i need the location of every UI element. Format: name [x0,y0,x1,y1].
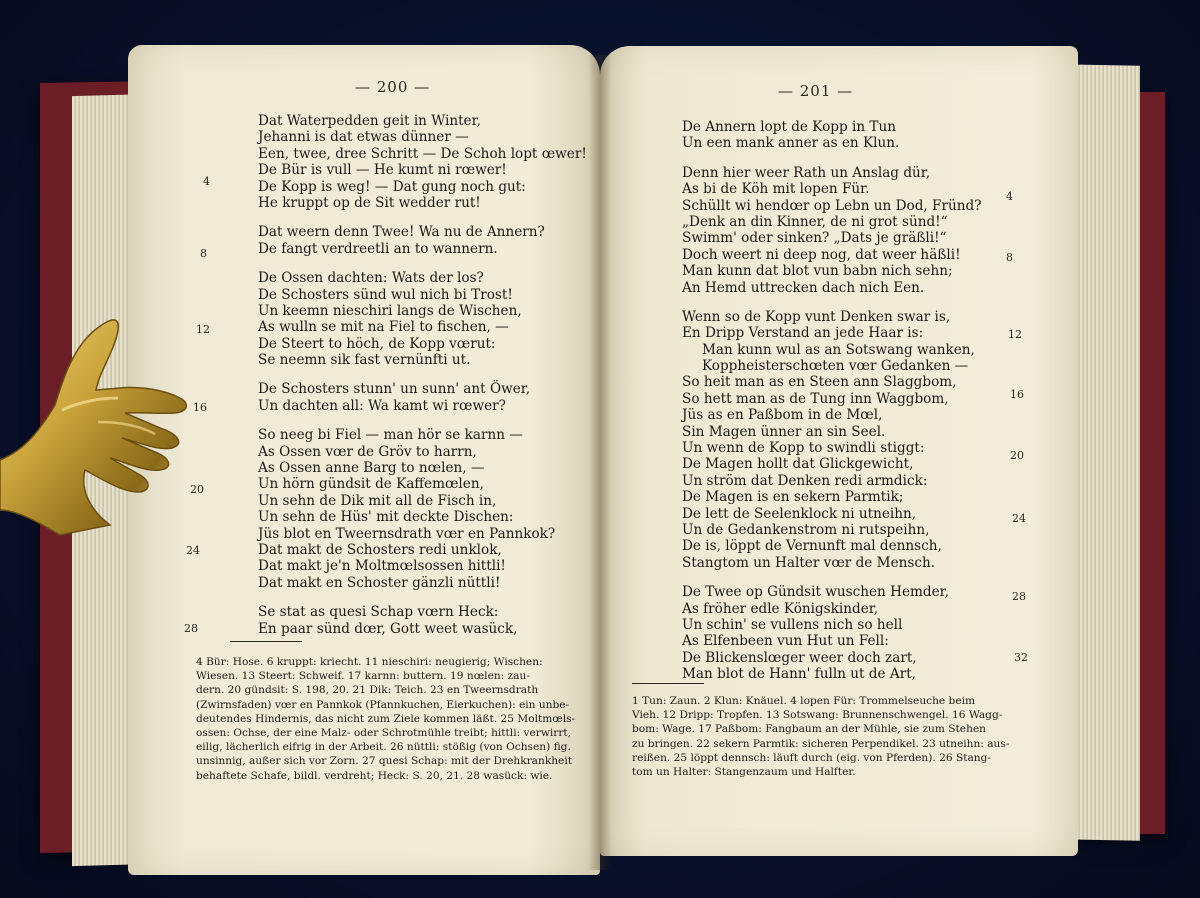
verse-line: De Magen hollt dat Glickgewicht, [682,456,914,473]
verse-line: De Kopp is weg! — Dat gung noch gut: [258,178,526,195]
verse-line: De Bür is vull — He kumt ni rœwer! [258,162,507,179]
footnote-line: ossen: Ochse, der eine Malz- oder Schrotmühle treibt; hittli: verwirrt, [196,727,572,740]
line-number: 24 [1012,512,1026,525]
verse-line: De Annern lopt de Kopp in Tun [682,119,896,135]
verse-line: Un de Gedankenstrom ni rutspeihn, [682,521,930,538]
footnote-line: 1 Tun: Zaun. 2 Klun: Knäuel. 4 lopen Für: Trommelseuche beim [632,695,976,707]
line-number: 12 [196,323,210,336]
verse-line: So neeg bi Fiel — man hör se karnn — [258,427,523,444]
verse-line: So heit man as en Steen ann Slaggbom, [682,374,957,391]
line-number: 24 [186,544,200,557]
footnote-line: Vieh. 12 Dripp: Tropfen. 13 Sotswang: Brunnenschwengel. 16 Wagg- [632,709,1003,722]
verse-line: De Twee op Gündsit wuschen Hemder, [682,584,949,601]
verse-line: Dat makt de Schosters redi unklok, [258,541,502,558]
verse-line: De Steert to höch, de Kopp vœrut: [258,335,496,352]
line-number: 8 [1006,251,1013,264]
verse-line: As Ossen vœr de Gröv to harrn, [258,443,477,460]
line-number: 4 [1006,190,1013,203]
verse-line: De lett de Seelenklock ni utneihn, [682,505,917,522]
right-verse [682,119,981,683]
page-number-left: — 200 — [355,78,431,96]
verse-line: Swimm' oder sinken? „Dats je gräßli!“ [682,230,947,247]
line-number: 20 [190,483,204,496]
right-footnotes [632,694,1009,779]
verse-line: As Elfenbeen vun Hut un Fell: [682,633,889,650]
verse-line: „Denk an din Kinner, de ni grot sünd!“ [682,213,948,230]
line-number: 32 [1014,651,1028,664]
footnote-line: tom un Halter: Stangenzaum und Halfter. [632,766,856,779]
footnote-line: unsinnig, außer sich vor Zorn. 27 quesi Schap: mit der Drehkrankheit [196,755,572,768]
footnote-line: eilig, lächerlich eifrig in der Arbeit. 26 nüttli: stößig (von Ochsen) fig. [196,741,571,754]
verse-line: De is, löppt de Vernunft mal dennsch, [682,538,942,555]
verse-line: An Hemd uttrecken dach nich Een. [682,279,925,296]
verse-line: De Blickenslœger weer doch zart, [682,649,917,666]
verse-line: Un een mank anner as en Klun. [682,135,900,152]
line-number: 28 [1012,590,1026,603]
verse-line: De Schosters sünd wul nich bi Trost! [258,286,513,303]
verse-line: As Ossen anne Barg to nœlen, — [258,460,485,477]
verse-line: Dat weern denn Twee! Wa nu de Annern? [258,224,545,241]
footnote-line: behaftete Schafe, bildl. verdreht; Heck: S. 20, 21. 28 wasück: wie. [196,769,553,782]
verse-line: En paar sünd dœr, Gott weet wasück, [258,620,518,637]
verse-line: As fröher edle Königskinder, [682,600,879,617]
verse-line: De fangt verdreetli an to wannern. [258,240,498,257]
verse-line: Man kunn wul as an Sotswang wanken, [702,341,975,358]
verse-line: Dat makt je'n Moltmœlsossen hittli! [258,558,506,575]
verse-line: Man kunn dat blot vun babn nich sehn; [682,263,953,280]
footnote-rule [230,641,302,642]
verse-line: Un schin' se vullens nich so hell [682,616,903,633]
footnote-line: dern. 20 gündsit: S. 198, 20. 21 Dik: Teich. 23 en Tweernsdrath [196,684,539,697]
verse-line: Un sehn de Dik mit all de Fisch in, [258,492,497,509]
line-number: 12 [1008,328,1022,341]
left-verse [258,113,587,637]
verse-line: Un hörn gündsit de Kaffemœlen, [258,476,484,493]
line-number: 4 [203,175,210,188]
verse-line: Denn hier weer Rath un Anslag dür, [682,164,931,181]
footnote-line: bom: Wage. 17 Paßbom: Fangbaum an der Mühle, sie zum Stehen [632,723,986,736]
verse-line: Un ström dat Denken redi armdick: [682,472,928,489]
verse-line: As wulln se mit na Fiel to fischen, — [258,319,509,336]
verse-line: Un dachten all: Wa kamt wi rœwer? [258,397,506,414]
footnote-line: (Zwirnsfaden) vœr en Pannkok (Pfannkuchen, Eierkuchen): ein unbe- [196,698,570,711]
verse-line: Sin Magen ünner an sin Seel. [682,423,886,440]
footnote-line: deutendes Hindernis, das nicht zum Ziele kommen läßt. 25 Moltmœls- [196,712,576,725]
verse-line: Doch weert ni deep nog, dat weer häßli! [682,246,961,263]
verse-line: Jüs blot en Tweernsdrath vœr en Pannkok? [258,525,556,542]
right-page [600,46,1078,856]
verse-line: Schüllt wi hendœr op Lebn un Dod, Fründ? [682,197,982,214]
book-gutter [588,55,612,870]
verse-line: De Schosters stunn' un sunn' ant Öwer, [258,381,531,398]
line-number: 8 [200,247,207,260]
line-number: 20 [1010,449,1024,462]
line-number: 28 [184,622,198,635]
verse-line: Dat Waterpedden geit in Winter, [258,113,481,129]
left-footnotes [196,655,575,783]
verse-line: Jüs as en Paßbom in de Mœl, [682,407,883,424]
verse-line: En Dripp Verstand an jede Haar is: [682,325,924,342]
verse-line: As bi de Köh mit lopen Für. [682,181,870,198]
verse-line: Jehanni is dat etwas dünner — [258,129,469,146]
verse-line: Se stat as quesi Schap vœrn Heck: [258,604,499,621]
verse-line: Un sehn de Hüs' mit deckte Dischen: [258,509,514,526]
footnote-line: reißen. 25 löppt dennsch: läuft durch (eig. von Pferden). 26 Stang- [632,751,991,764]
footnote-line: zu bringen. 22 sekern Parmtik: sicheren Perpendikel. 23 utneihn: aus- [632,737,1010,750]
verse-line: So hett man as de Tung inn Waggbom, [682,390,949,407]
verse-line: Dat makt en Schoster gänzli nüttli! [258,574,501,591]
verse-line: Man blot de Hann' fulln ut de Art, [682,666,916,683]
page-number-right: — 201 — [778,82,854,100]
verse-line: Een, twee, dree Schritt — De Schoh lopt œwer! [258,145,587,162]
verse-line: Stangtom un Halter vœr de Mensch. [682,554,936,571]
line-number: 16 [193,401,207,414]
verse-line: Un keemn nieschiri langs de Wischen, [258,302,522,319]
footnote-line: Wiesen. 13 Steert: Schweif. 17 karnn: buttern. 19 nœlen: zau- [196,670,530,683]
verse-line: Se neemn sik fast vernünfti ut. [258,352,471,369]
brass-hand-icon [0,310,200,560]
verse-line: Koppheisterschœten vœr Gedanken — [702,358,969,375]
footnote-line: 4 Bür: Hose. 6 kruppt: kriecht. 11 nieschiri: neugierig; Wischen: [196,656,543,668]
verse-line: Wenn so de Kopp vunt Denken swar is, [682,308,951,325]
verse-line: De Ossen dachten: Wats der los? [258,270,484,287]
line-number: 16 [1010,388,1024,401]
verse-line: Un wenn de Kopp to swindli stiggt: [682,440,925,457]
verse-line: He kruppt op de Sit wedder rut! [258,194,481,211]
verse-line: De Magen is en sekern Parmtik; [682,489,904,506]
footnote-rule [632,683,704,684]
